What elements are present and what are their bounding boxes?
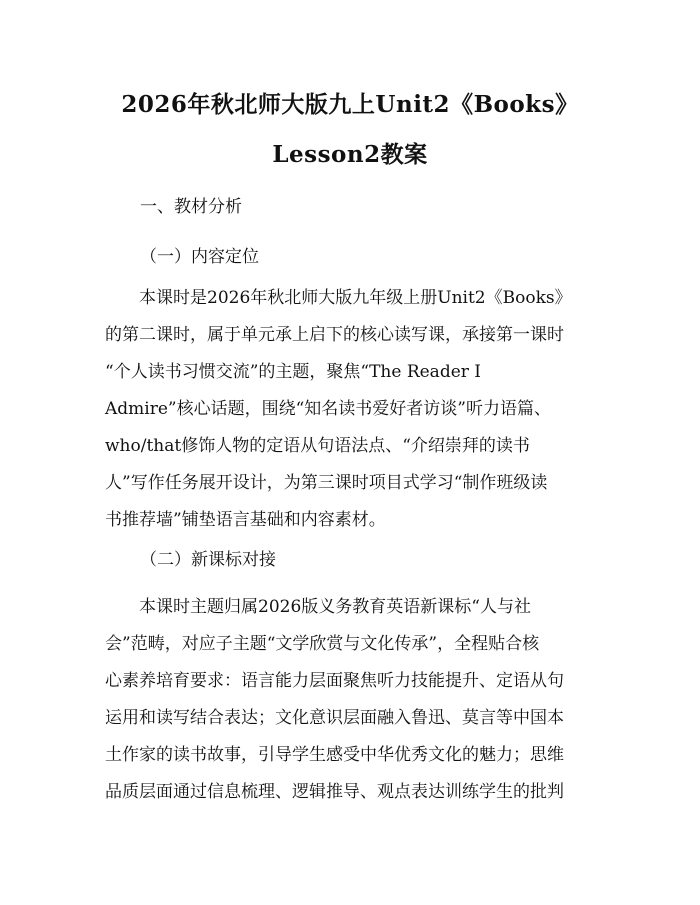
- paragraph-line: 心素养培育要求：语言能力层面聚焦听力技能提升、定语从句: [105, 671, 564, 691]
- paragraph-line: Admire”核心话题，围绕“知名读书爱好者访谈”听力语篇、: [105, 399, 551, 419]
- paragraph-line: 会”范畴，对应子主题“文学欣赏与文化传承”，全程贴合核: [105, 634, 540, 654]
- document-title-line-2: Lesson2教案: [272, 141, 428, 168]
- paragraph-line: 人”写作任务展开设计，为第三课时项目式学习“制作班级读: [105, 473, 548, 493]
- paragraph-line: 运用和读写结合表达；文化意识层面融入鲁迅、莫言等中国本: [105, 708, 564, 728]
- paragraph-line: 品质层面通过信息梳理、逻辑推导、观点表达训练学生的批判: [105, 782, 564, 802]
- paragraph-line: 本课时是2026年秋北师大版九年级上册Unit2《Books》: [139, 288, 572, 308]
- subsection-heading-content-positioning: （一）内容定位: [140, 247, 259, 267]
- document-title-line-1: 2026年秋北师大版九上Unit2《Books》: [121, 91, 579, 118]
- paragraph-line: 土作家的读书故事，引导学生感受中华优秀文化的魅力；思维: [105, 745, 564, 765]
- paragraph-curriculum-alignment: [105, 589, 595, 811]
- paragraph-line: 书推荐墙”铺垫语言基础和内容素材。: [105, 510, 386, 530]
- paragraph-line: who/that修饰人物的定语从句语法点、“介绍崇拜的读书: [105, 436, 530, 456]
- paragraph-line: “个人读书习惯交流”的主题，聚焦“The Reader I: [105, 362, 482, 382]
- section-heading-textbook-analysis: 一、教材分析: [140, 197, 242, 217]
- paragraph-line: 的第二课时，属于单元承上启下的核心读写课，承接第一课时: [105, 325, 564, 345]
- paragraph-line: 本课时主题归属2026版义务教育英语新课标“人与社: [139, 597, 531, 617]
- paragraph-content-positioning: [105, 280, 595, 539]
- subsection-heading-curriculum-alignment: （二）新课标对接: [140, 550, 276, 570]
